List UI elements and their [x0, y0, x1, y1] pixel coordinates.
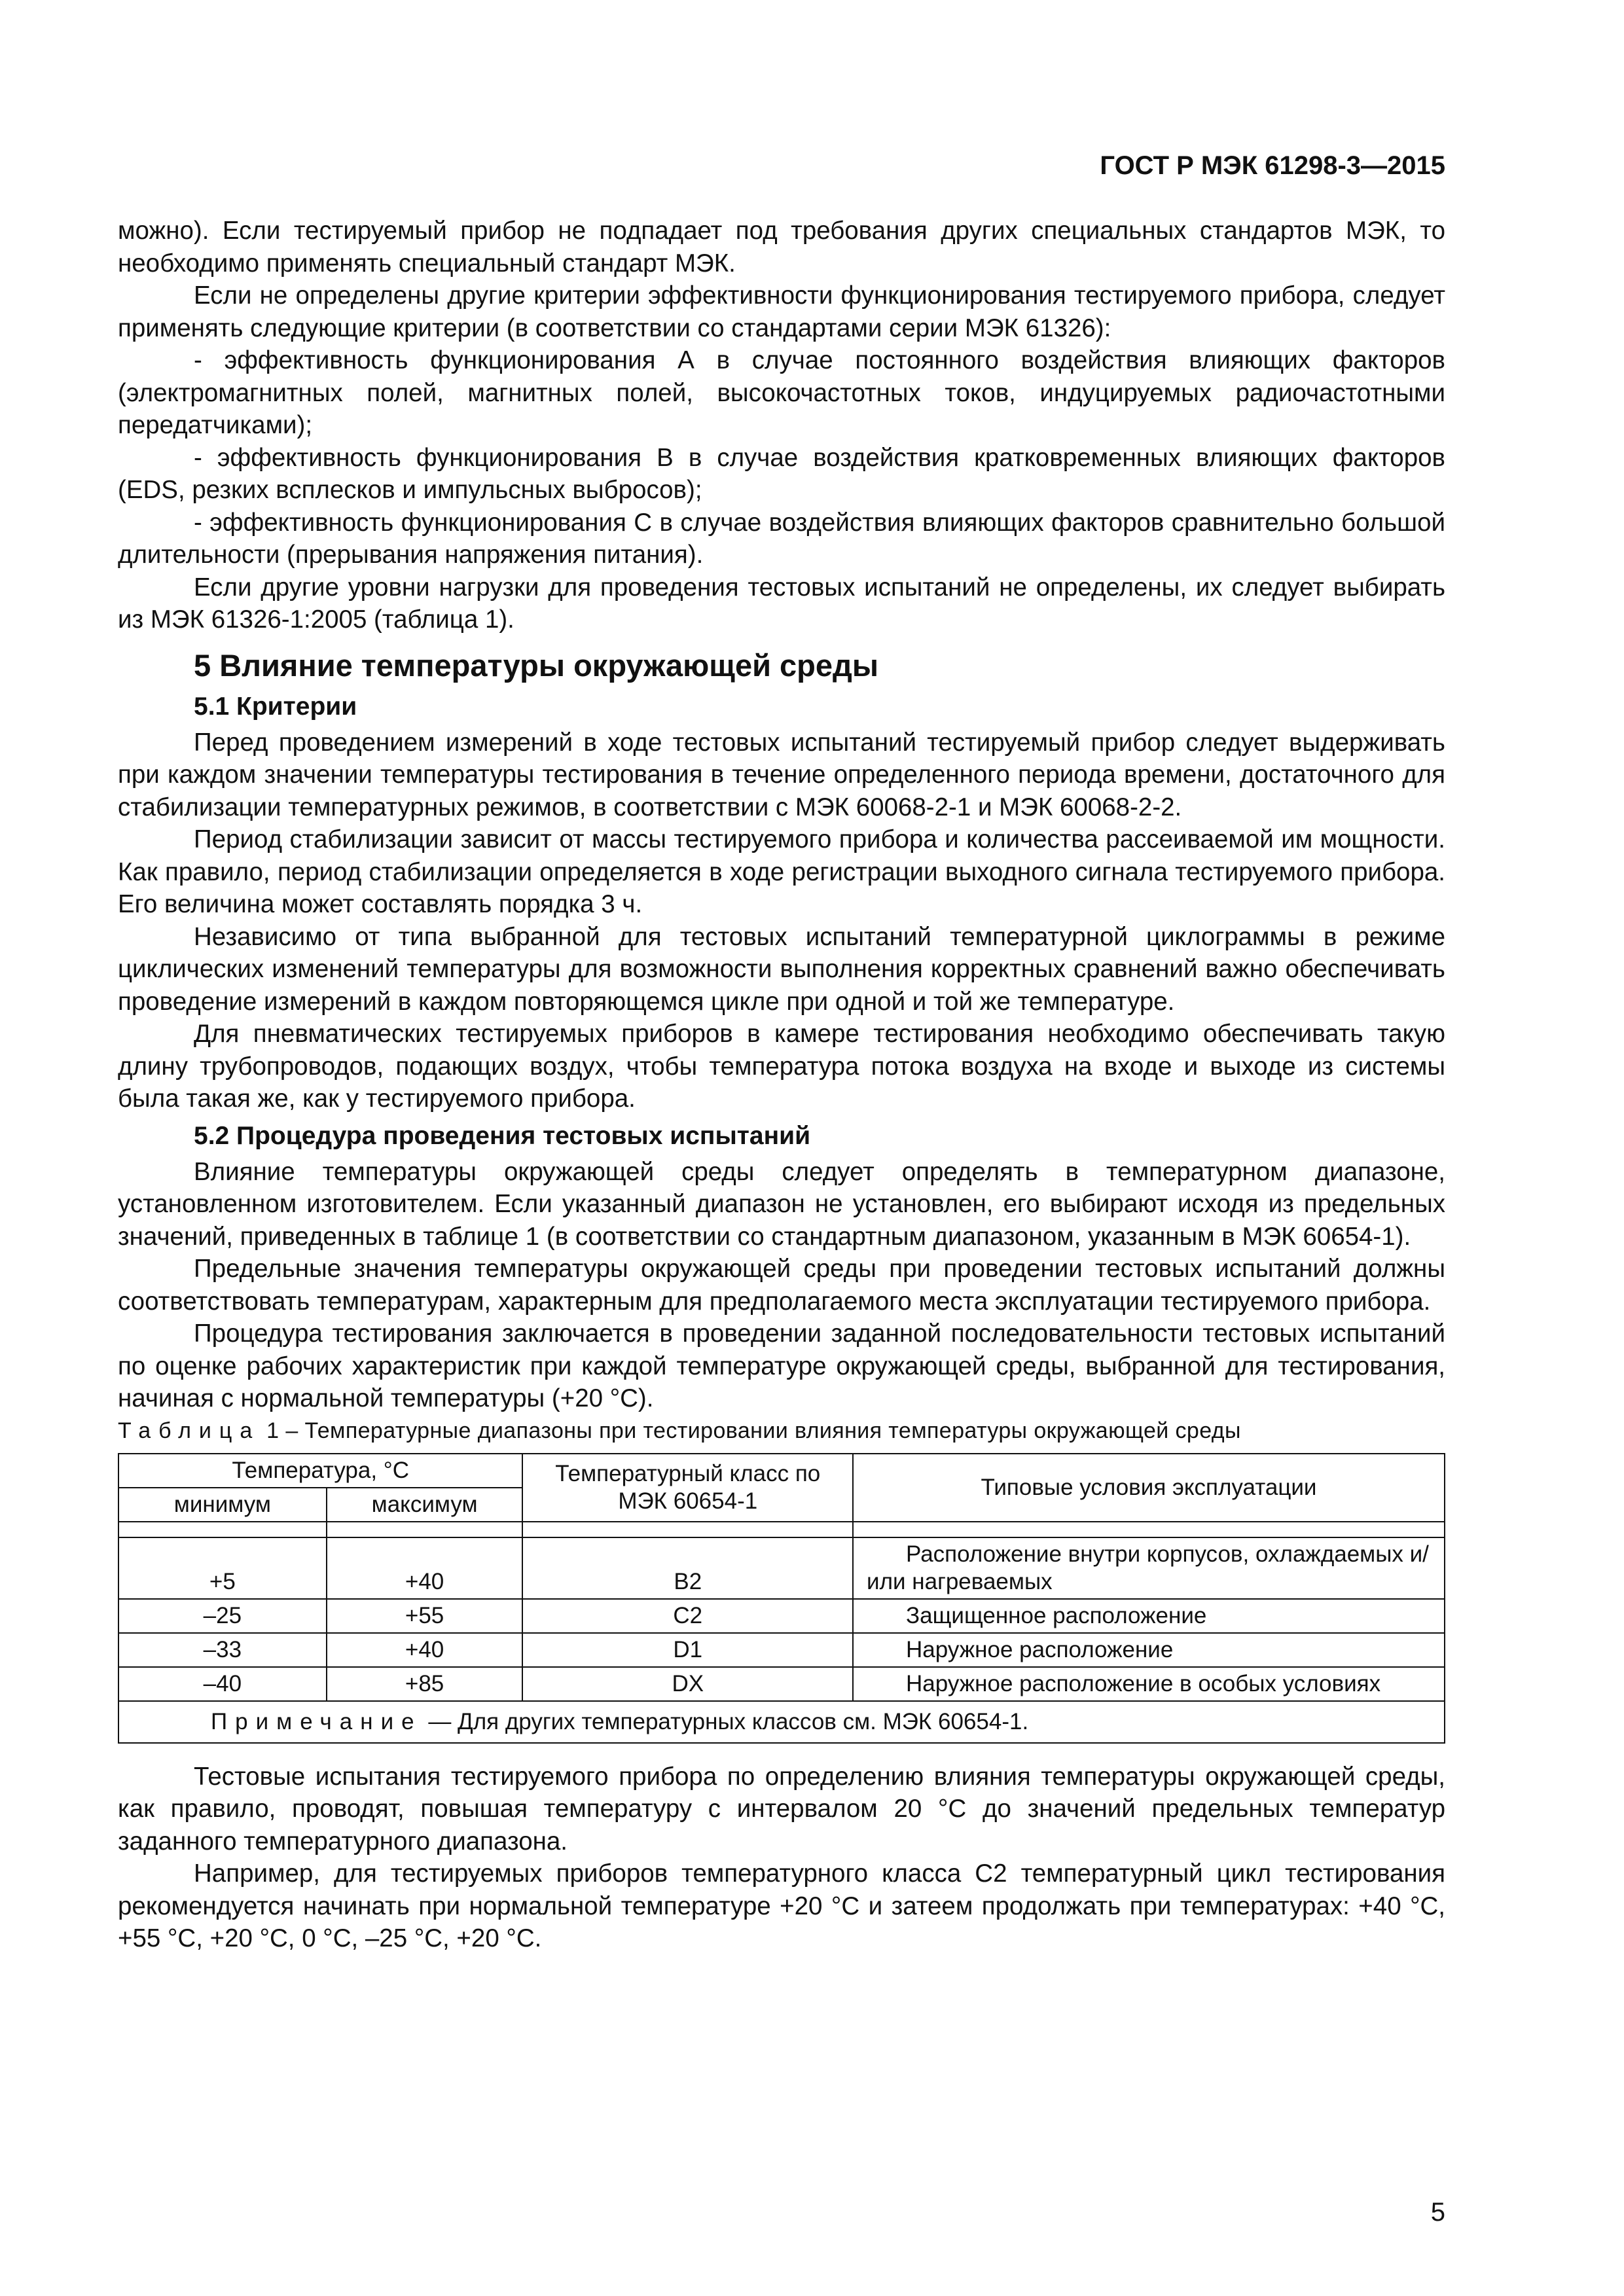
- cell-max: +85: [327, 1667, 523, 1701]
- header-temperature: Температура, °С: [118, 1454, 522, 1488]
- table-row: [118, 1667, 1445, 1701]
- table-spacer-row: [118, 1522, 1445, 1537]
- paragraph: Тестовые испытания тестируемого прибора по определению влияния температуры окружающей среды, как правило, проводят, повышая температуру с интервалом 20 °С до значений предельных температур заданного температурного диапазона.: [118, 1762, 1445, 1856]
- list-item: - эффективность функционирования В в случае воздействия кратковременных влияющих факторов (EDS, резких всплесков и импульсных выбросов);: [118, 443, 1445, 504]
- subsection-heading: 5.2 Процедура проведения тестовых испытаний: [194, 1121, 811, 1150]
- temperature-ranges-table: [118, 1453, 1445, 1744]
- cell-conditions: Наружное расположение в особых условиях: [853, 1667, 1445, 1701]
- table-note: [118, 1701, 1445, 1743]
- cell-min: –40: [118, 1667, 327, 1701]
- table-row: [118, 1537, 1445, 1599]
- cell-class: B2: [522, 1537, 853, 1599]
- subsection-heading: 5.1 Критерии: [194, 692, 357, 721]
- table-row: [118, 1633, 1445, 1667]
- header-minimum: минимум: [118, 1488, 327, 1522]
- table-header-row: [118, 1454, 1445, 1488]
- cell-class: DX: [522, 1667, 853, 1701]
- document-code: ГОСТ Р МЭК 61298-3—2015: [1100, 151, 1445, 180]
- cell-class: C2: [522, 1599, 853, 1633]
- header-temperature-class: Температурный класс по МЭК 60654-1: [522, 1454, 853, 1522]
- table-caption-label: Таблица: [118, 1418, 261, 1443]
- paragraph: Перед проведением измерений в ходе тестовых испытаний тестируемый прибор следует выдерживать при каждом значении температуры тестирования в течение определенного периода времени, достаточного для стабилизации температурных режимов, в соответствии с МЭК 60068-2-1 и МЭК 60068-2-2.: [118, 728, 1445, 821]
- cell-conditions: Расположение внутри корпусов, охлаждаемых и/или нагреваемых: [853, 1537, 1445, 1599]
- cell-max: +40: [327, 1633, 523, 1667]
- paragraph: можно). Если тестируемый прибор не подпадает под требования других специальных стандартов МЭК, то необходимо применять специальный стандарт МЭК.: [118, 217, 1445, 278]
- page-number: 5: [1430, 2198, 1445, 2227]
- section-heading: 5 Влияние температуры окружающей среды: [194, 647, 879, 683]
- table-note-text: — Для других температурных классов см. МЭК 60654-1.: [422, 1708, 1029, 1734]
- table-caption-text: 1 – Температурные диапазоны при тестировании влияния температуры окружающей среды: [260, 1418, 1241, 1443]
- paragraph: Предельные значения температуры окружающей среды при проведении тестовых испытаний должны соответствовать температурам, характерным для предполагаемого места эксплуатации тестируемого прибора.: [118, 1255, 1445, 1316]
- cell-class: D1: [522, 1633, 853, 1667]
- cell-conditions: Наружное расположение: [853, 1633, 1445, 1667]
- paragraph: Независимо от типа выбранной для тестовых испытаний температурной циклограммы в режиме циклических изменений температуры для возможности выполнения корректных сравнений важно обеспечивать проведение измерений в каждом повторяющемся цикле при одной и той же температуре.: [118, 922, 1445, 1016]
- header-maximum: максимум: [327, 1488, 523, 1522]
- table-caption: [118, 1415, 1445, 1446]
- cell-max: +55: [327, 1599, 523, 1633]
- cell-min: +5: [118, 1537, 327, 1599]
- cell-conditions: Защищенное расположение: [853, 1599, 1445, 1633]
- paragraph: Для пневматических тестируемых приборов в камере тестирования необходимо обеспечивать такую длину трубопроводов, подающих воздух, чтобы температура потока воздуха на входе и выходе из системы была такая же, как у тестируемого прибора.: [118, 1020, 1445, 1113]
- list-item: - эффективность функционирования А в случае постоянного воздействия влияющих факторов (электромагнитных полей, магнитных полей, высокочастотных токов, индуцируемых радиочастотными передатчиками);: [118, 346, 1445, 439]
- table-note-label: Примечание: [211, 1708, 422, 1734]
- table-note-row: [118, 1701, 1445, 1743]
- list-item: - эффективность функционирования С в случае воздействия влияющих факторов сравнительно большой длительности (прерывания напряжения питания).: [118, 508, 1445, 569]
- paragraph: Например, для тестируемых приборов температурного класса С2 температурный цикл тестирования рекомендуется начинать при нормальной температуре +20 °С и затеем продолжать при температурах: +40 °С, +55 °С, +20 °С, 0 °С, –25 °С, +20 °С.: [118, 1859, 1445, 1952]
- table-row: [118, 1599, 1445, 1633]
- header-operating-conditions: Типовые условия эксплуатации: [853, 1454, 1445, 1522]
- paragraph: Период стабилизации зависит от массы тестируемого прибора и количества рассеиваемой им мощности. Как правило, период стабилизации определяется в ходе регистрации выходного сигнала тестируемого прибора. Его величина может составлять порядка 3 ч.: [118, 825, 1445, 918]
- paragraph: Если не определены другие критерии эффективности функционирования тестируемого прибора, следует применять следующие критерии (в соответствии со стандартами серии МЭК 61326):: [118, 281, 1445, 342]
- paragraph: Процедура тестирования заключается в проведении заданной последовательности тестовых испытаний по оценке рабочих характеристик при каждой температуре окружающей среды, выбранной для тестирования, начиная с нормальной температуры (+20 °С).: [118, 1319, 1445, 1412]
- paragraph: Влияние температуры окружающей среды следует определять в температурном диапазоне, установленном изготовителем. Если указанный диапазон не установлен, его выбирают исходя из предельных значений, приведенных в таблице 1 (в соответствии со стандартным диапазоном, указанным в МЭК 60654-1).: [118, 1157, 1445, 1251]
- paragraph: Если другие уровни нагрузки для проведения тестовых испытаний не определены, их следует выбирать из МЭК 61326-1:2005 (таблица 1).: [118, 573, 1445, 634]
- cell-min: –33: [118, 1633, 327, 1667]
- cell-max: +40: [327, 1537, 523, 1599]
- cell-min: –25: [118, 1599, 327, 1633]
- body-text: [118, 215, 1445, 1955]
